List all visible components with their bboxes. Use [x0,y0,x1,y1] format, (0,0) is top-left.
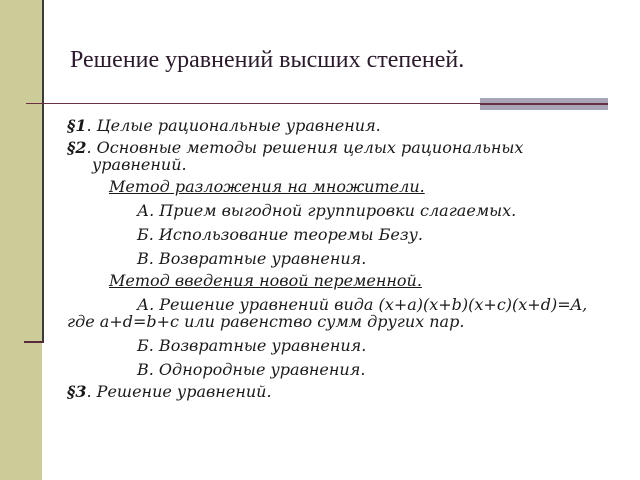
method-2-item-c: В. Однородные уравнения. [137,360,366,379]
section-text: . Основные методы решения целых рациональных уравнений. [86,138,524,174]
method-1-item-a: А. Прием выгодной группировки слагаемых. [137,201,517,220]
method-2-item-a: А. Решение уравнений вида (x+a)(x+b)(x+c)(x+d)=A, где a+d=b+c или равенство сумм других пар. [67,295,588,331]
method-1-item-c: В. Возвратные уравнения. [137,249,367,268]
method-1-item-b: Б. Использование теоремы Безу. [137,225,423,244]
slide-body [67,117,615,400]
section-1 [67,117,615,134]
section-text: . Решение уравнений. [86,382,272,401]
slide-title: Решение уравнений высших степеней. [70,47,465,73]
section-3 [67,383,615,400]
method-2-item-b: Б. Возвратные уравнения. [137,336,367,355]
section-number: §3 [67,382,87,401]
left-decor-bar [0,0,42,480]
section-2 [67,139,615,173]
section-text: . Целые рациональные уравнения. [86,116,381,135]
left-decor-notch [24,341,44,343]
method-substitution-title: Метод введения новой переменной. [109,271,422,290]
left-decor-line [42,0,44,343]
section-number: §2 [67,138,87,157]
title-divider-block-line [480,103,608,105]
section-number: §1 [67,116,87,135]
method-factorization-title: Метод разложения на множители. [109,177,425,196]
